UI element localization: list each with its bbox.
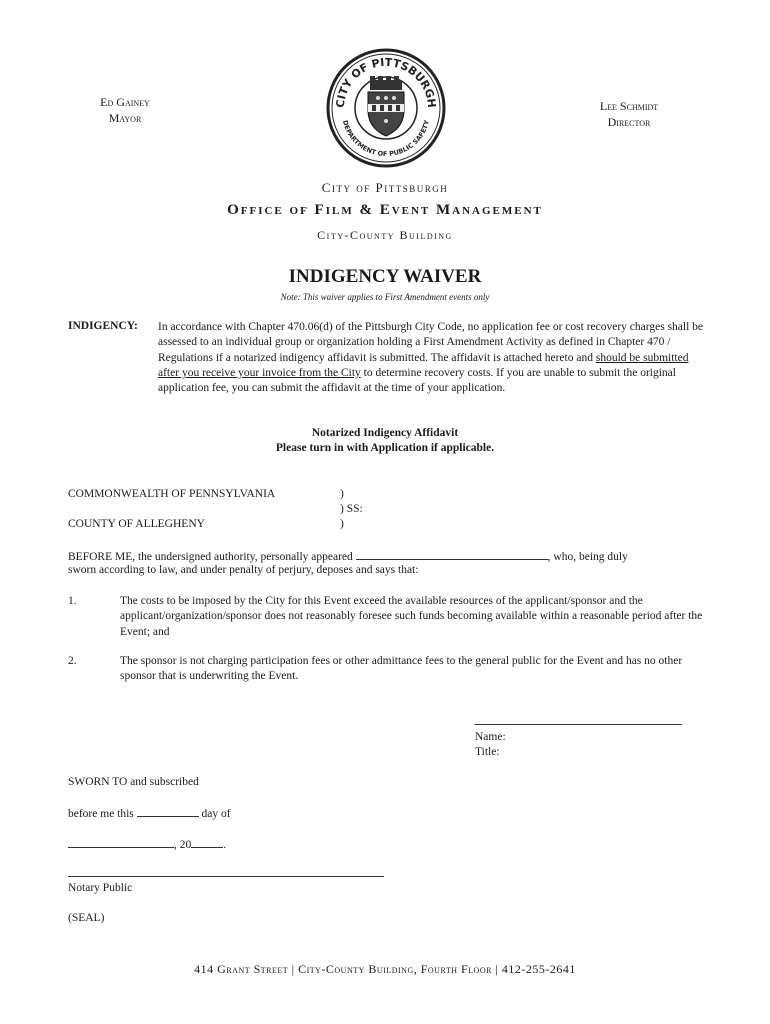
notary-day-line (68, 805, 231, 822)
venue-commonwealth: COMMONWEALTH OF PENNSYLVANIA (68, 488, 276, 500)
indigency-paragraph (158, 320, 706, 396)
notary-year-prefix: , 20 (174, 839, 192, 851)
seal-bottom-text: DEPARTMENT OF PUBLIC SAFETY (340, 119, 432, 159)
seal-graphic (326, 46, 446, 170)
notary-seal-label: (SEAL) (68, 912, 105, 924)
signature-line[interactable] (475, 724, 682, 725)
notary-date-line (68, 836, 226, 853)
footer-address: 414 Grant Street | City-County Building, Fourth Floor | 412-255-2641 (194, 962, 576, 976)
affidavit-subtitle: Please turn in with Application if applicable. (275, 442, 495, 454)
indigency-text-before: In accordance with Chapter 470.06(d) of the Pittsburgh City Code, no application fee or cost recovery charges shall be assessed to an individual group or organization holding a First Amendment Activity as defined in Chapter 470 / Regulations if a notarized indigency affidavit is submitted. The affidavit is attached hereto and (158, 321, 704, 364)
item-text: The sponsor is not charging participation fees or other admittance fees to the general public for the Event and has no other sponsor that is underwriting the Event. (120, 655, 683, 683)
year-field[interactable] (191, 836, 223, 848)
letterhead-city: City of Pittsburgh (321, 180, 449, 195)
notary-day-of: day of (201, 808, 231, 820)
venue-bracket-bottom: ) (340, 518, 344, 530)
notary-before-me: before me this (68, 808, 134, 820)
notary-sworn: SWORN TO and subscribed (68, 776, 199, 788)
affidavit-title: Notarized Indigency Affidavit (311, 427, 459, 439)
venue-county: COUNTY OF ALLEGHENY (68, 518, 205, 530)
venue-ss: ) SS: (340, 503, 363, 515)
appearer-name-field[interactable] (356, 548, 548, 560)
director-block (584, 98, 674, 130)
signature-title-label: Title: (475, 746, 500, 758)
indigency-text-after: to determine recovery costs. If you are unable to submit the original application fee, you can submit the affidavit at the time of your application. (158, 366, 676, 395)
city-seal-logo (326, 46, 446, 170)
mayor-block (90, 94, 160, 126)
letterhead-building: City-County Building (317, 228, 453, 242)
indigency-text-underlined: should be submitted after you receive your invoice from the City (158, 351, 689, 379)
mayor-name: Ed Gainey (100, 95, 150, 109)
oath-before: BEFORE ME, the undersigned authority, personally appeared (68, 551, 353, 563)
indigency-label: INDIGENCY: (68, 320, 138, 332)
oath-after: , who, being duly (547, 551, 628, 563)
director-name: Lee Schmidt (599, 99, 659, 113)
day-field[interactable] (137, 805, 199, 817)
item-text: The costs to be imposed by the City for this Event exceed the available resources of the applicant/sponsor and the applicant/organization/sponsor does not reasonably foresee such funds becoming available within a reasonable period after the Event; and (120, 595, 703, 638)
letterhead-office: Office of Film & Event Management (227, 202, 543, 218)
oath-line-2: sworn according to law, and under penalty of perjury, deposes and says that: (68, 564, 419, 576)
item-number: 2. (68, 655, 77, 667)
notary-public-label: Notary Public (68, 882, 133, 894)
affidavit-heading (0, 426, 770, 456)
signature-name-label: Name: (475, 731, 506, 743)
document-title: INDIGENCY WAIVER (288, 266, 482, 287)
mayor-title: Mayor (108, 111, 142, 125)
seal-top-text: CITY OF PITTSBURGH (333, 55, 439, 109)
document-note: Note: This waiver applies to First Amendment events only (280, 292, 490, 302)
month-field[interactable] (68, 836, 174, 848)
item-number: 1. (68, 595, 77, 607)
notary-signature-line[interactable] (68, 876, 384, 877)
director-title: Director (607, 115, 651, 129)
venue-bracket-top: ) (340, 488, 344, 500)
notary-year-suffix: . (223, 839, 227, 851)
